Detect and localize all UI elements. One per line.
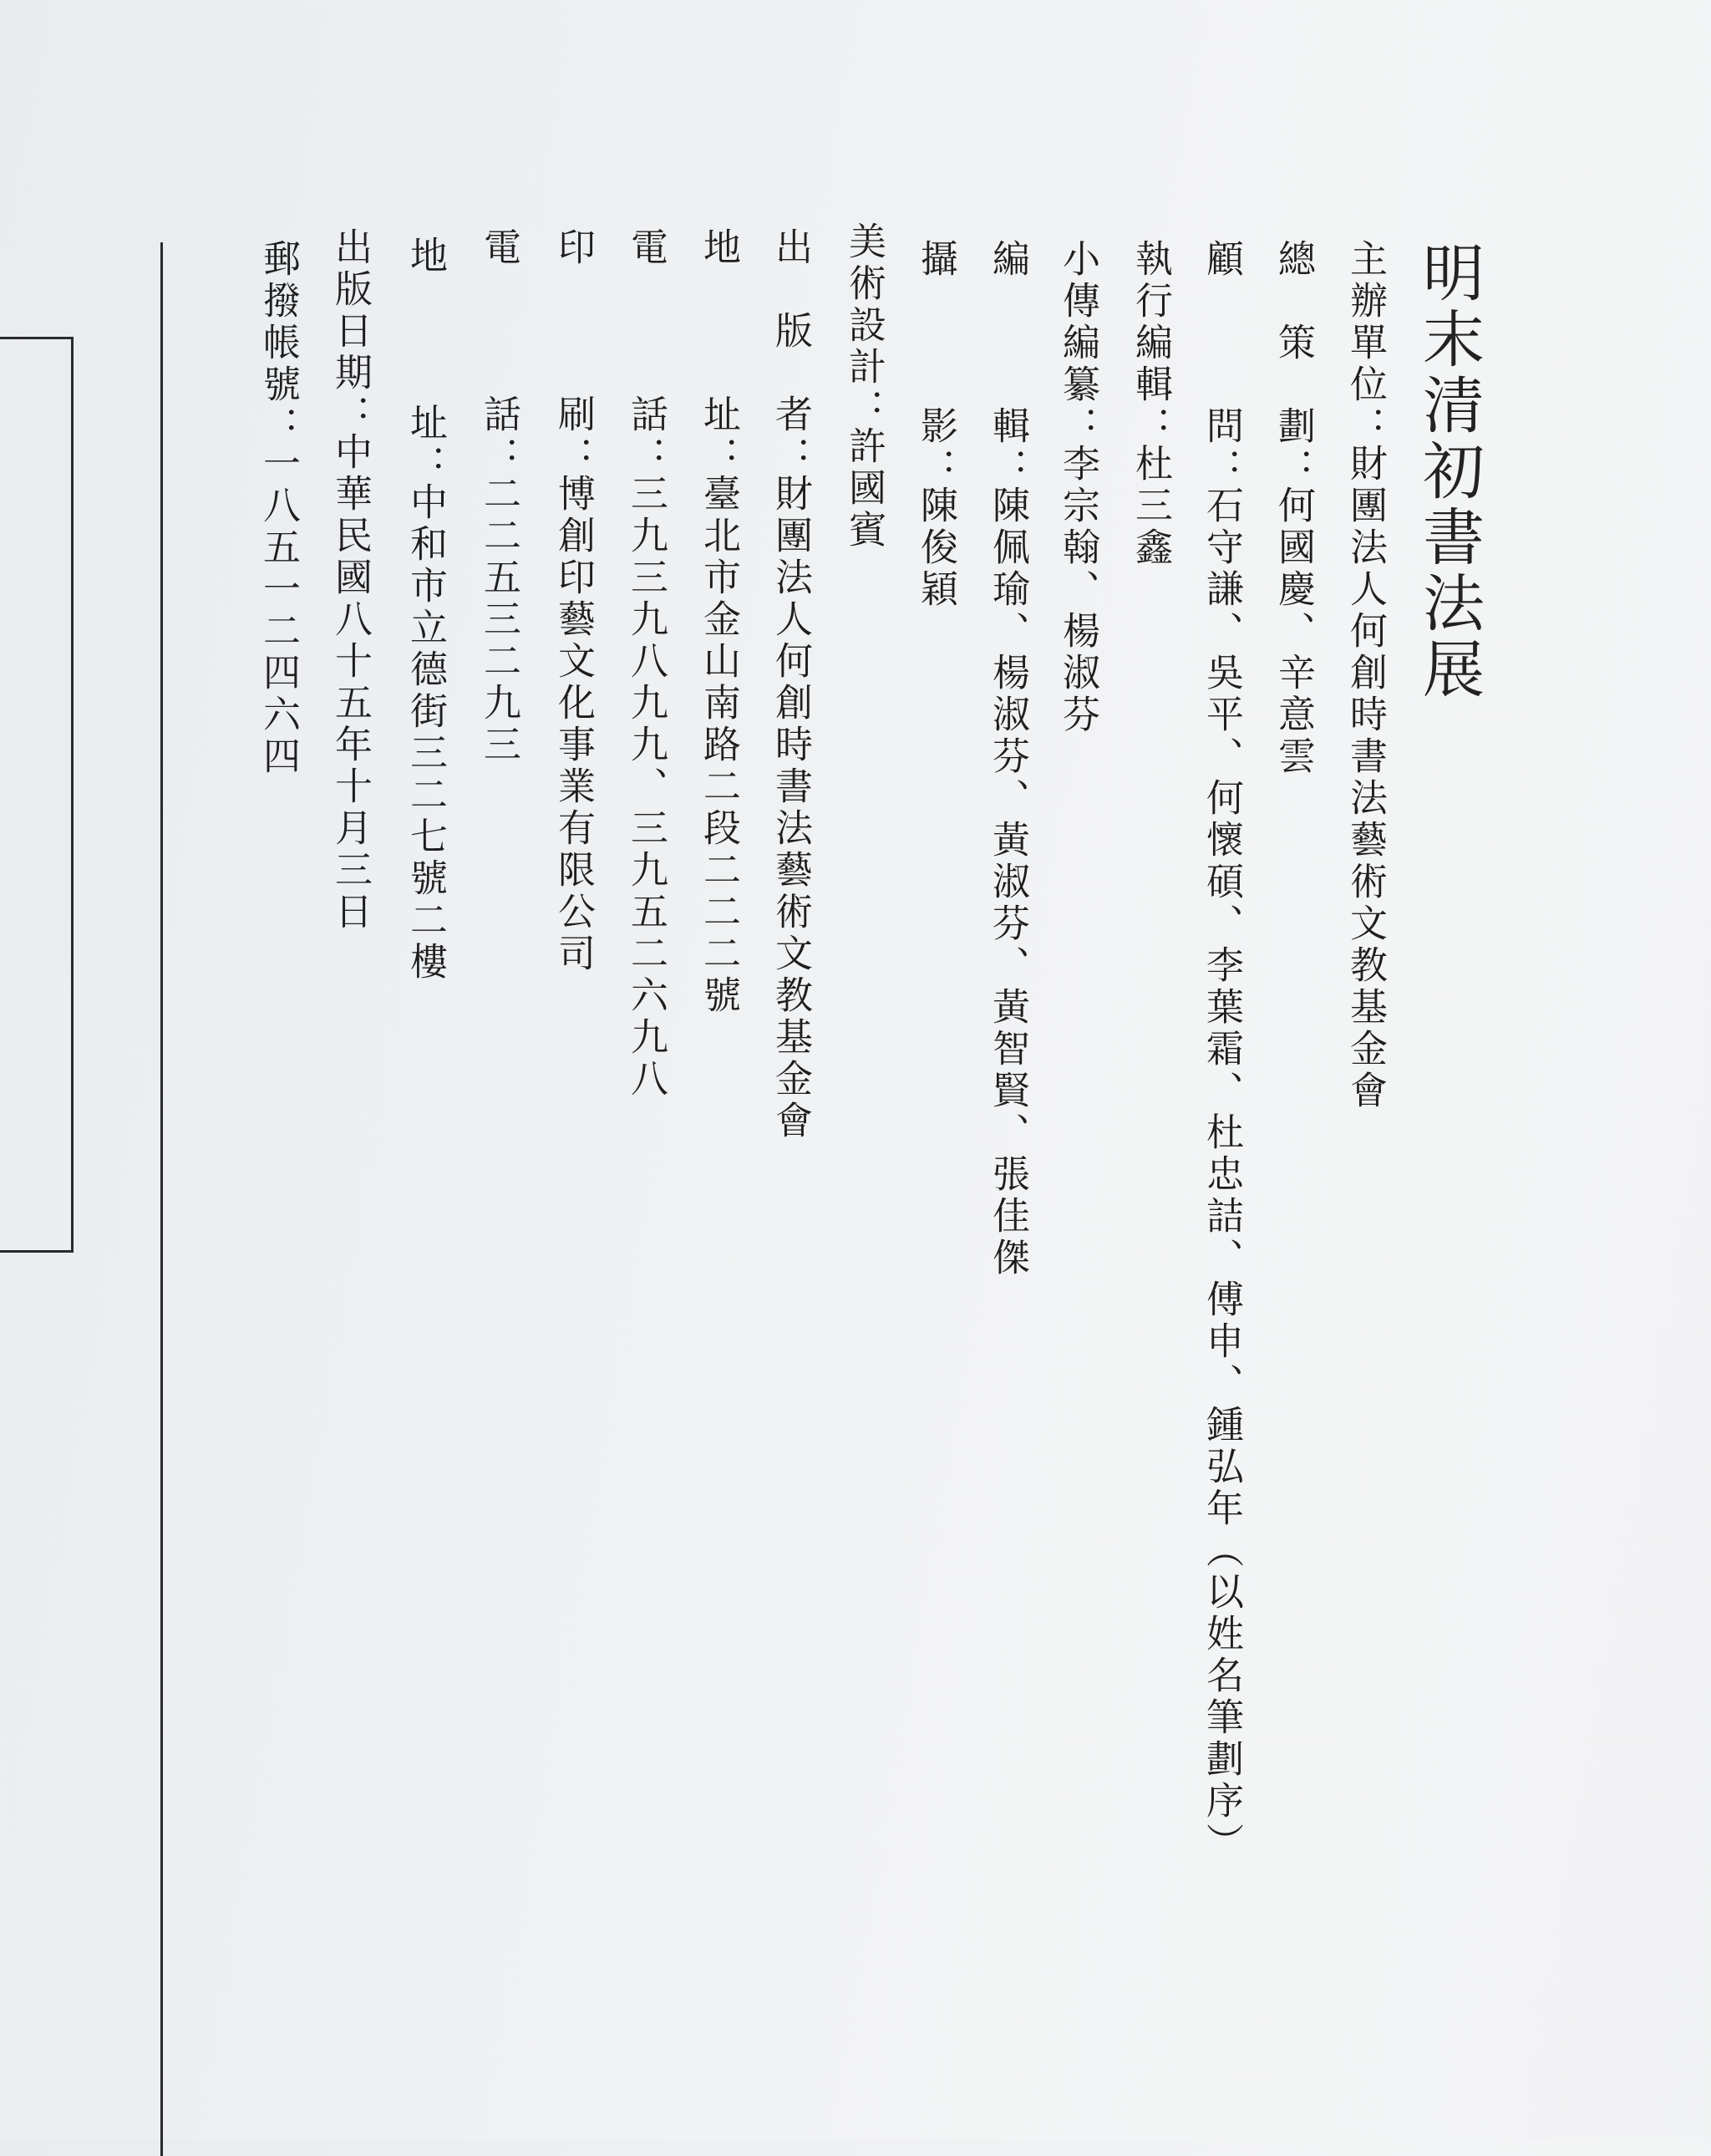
credit-separator: ： [1200,448,1244,486]
page-divider-line [160,242,163,2156]
credit-separator: ： [842,389,886,426]
credit-label: 顧 問 [1200,239,1244,448]
credit-separator: ： [404,445,448,482]
credit-label: 美術設計 [842,221,886,389]
credit-value: 博創印藝文化事業有限公司 [551,474,596,975]
credit-label: 郵撥帳號 [256,239,301,406]
credit-value: 陳俊穎 [914,486,958,611]
credit-value: 石守謙、吳平、何懷碩、李葉霜、杜忠詰、傅申、鍾弘年（以姓名筆劃序） [1200,486,1244,1864]
credit-separator: ： [769,436,813,474]
credit-publication-date [328,227,373,933]
credit-separator: ： [1343,406,1388,444]
credit-value: 中和市立德街三二七號二樓 [404,482,448,984]
credit-value: 中華民國八十五年十月三日 [328,432,373,933]
credit-printer [551,227,596,975]
credit-label: 地 址 [697,227,741,436]
credit-label: 出版日期 [328,227,373,394]
credit-value: 財團法人何創時書法藝術文教基金會 [769,474,813,1142]
credit-value: 陳佩瑜、楊淑芬、黃淑芬、黃智賢、張佳傑 [986,486,1030,1279]
credit-separator: ： [328,394,373,432]
credit-value: 二二五三二九三 [477,474,521,766]
credit-editors [986,239,1030,1279]
credit-separator: ： [624,436,668,474]
credit-label: 主辦單位 [1343,239,1388,406]
credit-publisher-address [697,227,741,1017]
credit-label: 攝 影 [914,239,958,448]
credit-value: 何國慶、辛意雲 [1272,486,1316,778]
credit-printer-phone [477,227,521,766]
credit-publisher-phone [624,227,668,1101]
credit-postal-account [256,239,301,778]
credit-label: 出 版 者 [769,227,813,436]
credit-label: 電 話 [477,227,521,436]
credit-label: 執行編輯 [1129,239,1173,406]
credit-separator: ： [477,436,521,474]
credit-advisors [1200,239,1244,1864]
credit-separator: ： [1129,406,1173,444]
credit-value: 杜三鑫 [1129,444,1173,569]
credit-separator: ： [914,448,958,486]
credit-separator: ： [256,406,301,444]
credit-label: 小傳編纂 [1056,239,1100,406]
credit-label: 印 刷 [551,227,596,436]
credit-separator: ： [986,448,1030,486]
credit-separator: ： [551,436,596,474]
credit-publisher [769,227,813,1142]
credit-separator: ： [697,436,741,474]
credit-label: 地 址 [404,236,448,445]
credit-value: 財團法人何創時書法藝術文教基金會 [1343,444,1388,1112]
credit-chief-planner [1272,239,1316,778]
credit-value: 三九三九八九九、三九五二六九八 [624,474,668,1101]
credit-art-design [842,221,886,552]
credit-value: 許國賓 [842,426,886,552]
book-title: 明末清初書法展 [1413,241,1485,703]
credit-label: 總 策 劃 [1272,239,1316,448]
credit-photography [914,239,958,611]
credit-separator: ： [1056,406,1100,444]
left-page-frame [0,337,74,1253]
credit-organizer [1343,239,1388,1112]
credit-value: 李宗翰、楊淑芬 [1056,444,1100,736]
credit-biography-compilers [1056,239,1100,736]
credit-value: 臺北市金山南路二段二二二號 [697,474,741,1017]
credit-executive-editor [1129,239,1173,569]
credit-separator: ： [1272,448,1316,486]
credit-label: 編 輯 [986,239,1030,448]
credit-label: 電 話 [624,227,668,436]
credit-value: 一八五一二四六四 [256,444,301,778]
credit-printer-address [404,236,448,984]
